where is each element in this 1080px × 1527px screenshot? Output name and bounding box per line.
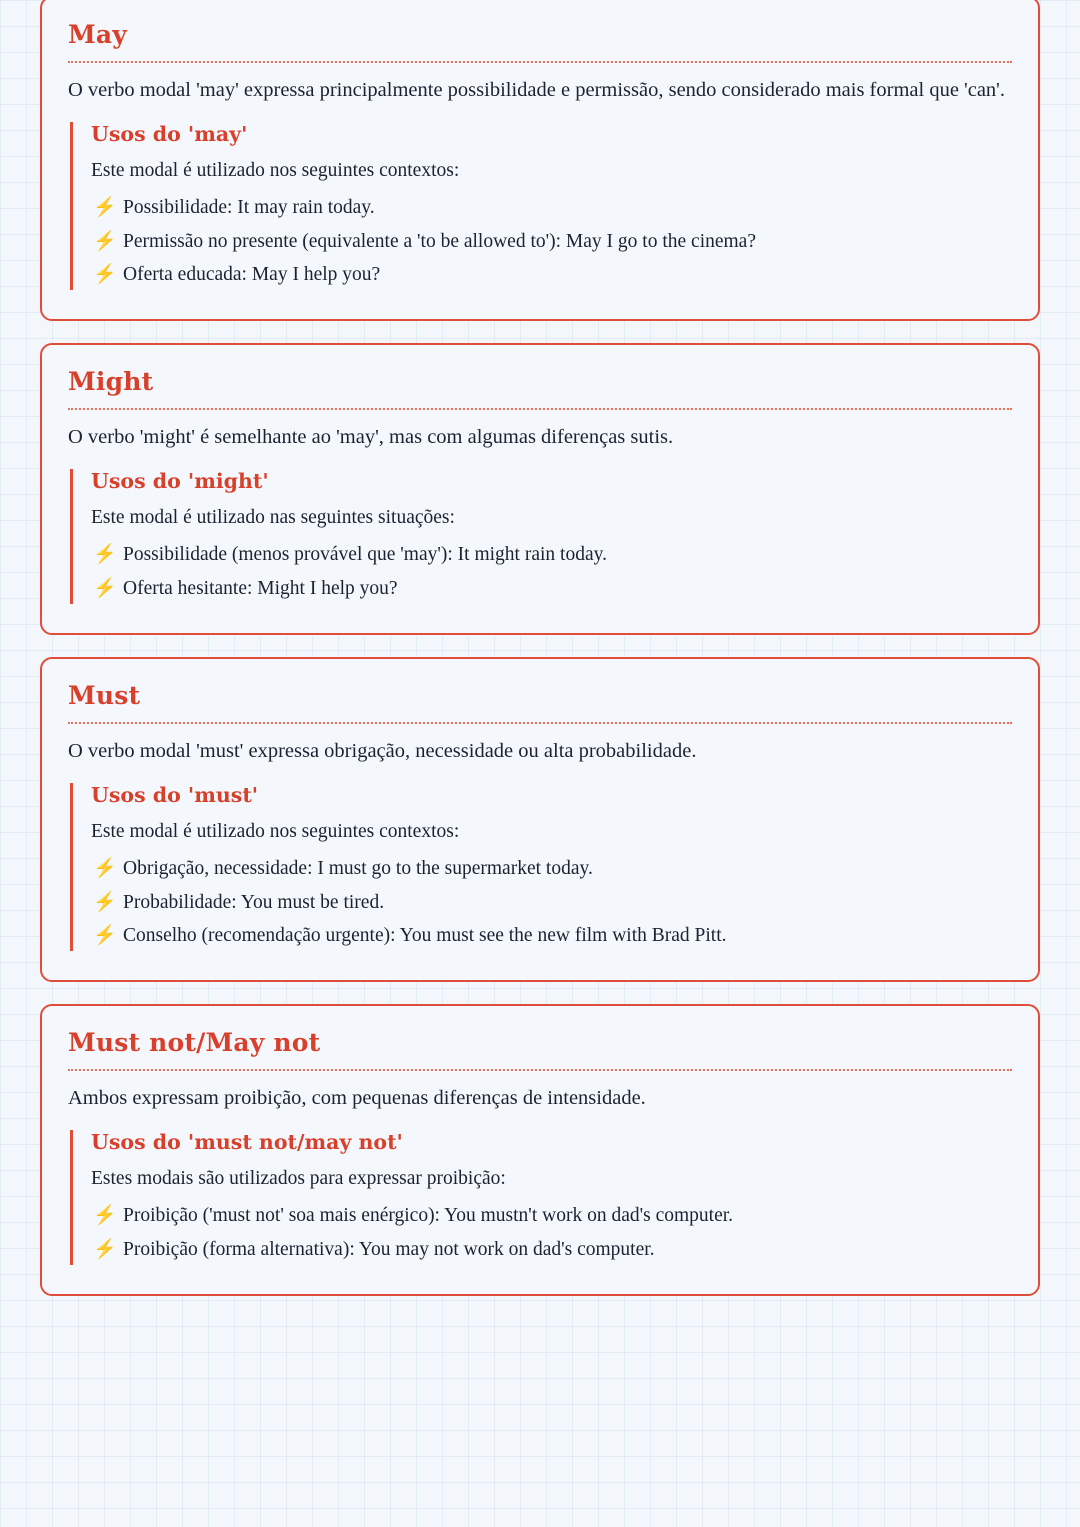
list-item [91,227,1012,257]
section-card-may [40,0,1040,321]
section-description: O verbo modal 'must' expressa obrigação, necessidade ou alta probabilidade. [68,739,697,762]
subsection-intro: Este modal é utilizado nos seguintes contextos: [91,160,460,182]
bolt-icon: ⚡ [93,1205,117,1227]
list-item [91,540,1012,570]
list-item [91,193,1012,223]
subsection-intro: Estes modais são utilizados para expressar proibição: [91,1168,506,1190]
bolt-icon: ⚡ [93,577,117,599]
subsection-intro: Este modal é utilizado nos seguintes contextos: [91,821,460,843]
list-item [91,1201,1012,1231]
list-item [91,921,1012,951]
bolt-icon: ⚡ [93,858,117,880]
usage-list [91,854,1012,951]
list-item-text: Conselho (recomendação urgente): You must see the new film with Brad Pitt. [123,924,727,946]
subsection-usos [70,783,1012,951]
section-title: Must not/May not [68,1028,1012,1071]
subsection-title: Usos do 'must' [91,783,259,808]
list-item-text: Permissão no presente (equivalente a 'to be allowed to'): May I go to the cinema? [123,230,756,252]
bolt-icon: ⚡ [93,197,117,219]
bolt-icon: ⚡ [93,924,117,946]
list-item-text: Proibição ('must not' soa mais enérgico): You mustn't work on dad's computer. [123,1205,734,1227]
section-card-must-not-may-not [40,1004,1040,1296]
list-item-text: Oferta hesitante: Might I help you? [123,577,398,599]
section-card-must [40,657,1040,982]
subsection-usos [70,1130,1012,1265]
list-item-text: Oferta educada: May I help you? [123,263,381,285]
section-title: Might [68,367,1012,410]
list-item-text: Probabilidade: You must be tired. [123,891,385,913]
list-item [91,888,1012,918]
section-description: O verbo modal 'may' expressa principalmente possibilidade e permissão, sendo considerado mais formal que 'can'. [68,79,1006,101]
list-item [91,574,1012,604]
subsection-intro: Este modal é utilizado nas seguintes situações: [91,507,455,529]
bolt-icon: ⚡ [93,544,117,566]
subsection-title: Usos do 'must not/may not' [91,1130,403,1155]
section-title: Must [68,681,1012,724]
list-item [91,1235,1012,1265]
list-item-text: Obrigação, necessidade: I must go to the supermarket today. [123,858,593,880]
list-item [91,854,1012,884]
subsection-title: Usos do 'may' [91,122,248,147]
list-item [91,260,1012,290]
section-title: May [68,20,1012,63]
usage-list [91,540,1012,603]
section-description: Ambos expressam proibição, com pequenas diferenças de intensidade. [68,1086,646,1109]
bolt-icon: ⚡ [93,891,117,913]
subsection-usos [70,469,1012,604]
subsection-usos [70,122,1012,290]
bolt-icon: ⚡ [93,263,117,285]
section-card-might [40,343,1040,635]
usage-list [91,1201,1012,1264]
list-item-text: Possibilidade: It may rain today. [123,197,375,219]
list-item-text: Proibição (forma alternativa): You may not work on dad's computer. [123,1238,655,1260]
bolt-icon: ⚡ [93,230,117,252]
bolt-icon: ⚡ [93,1238,117,1260]
usage-list [91,193,1012,290]
list-item-text: Possibilidade (menos provável que 'may'): It might rain today. [123,544,607,566]
subsection-title: Usos do 'might' [91,469,269,494]
section-description: O verbo 'might' é semelhante ao 'may', mas com algumas diferenças sutis. [68,426,674,449]
